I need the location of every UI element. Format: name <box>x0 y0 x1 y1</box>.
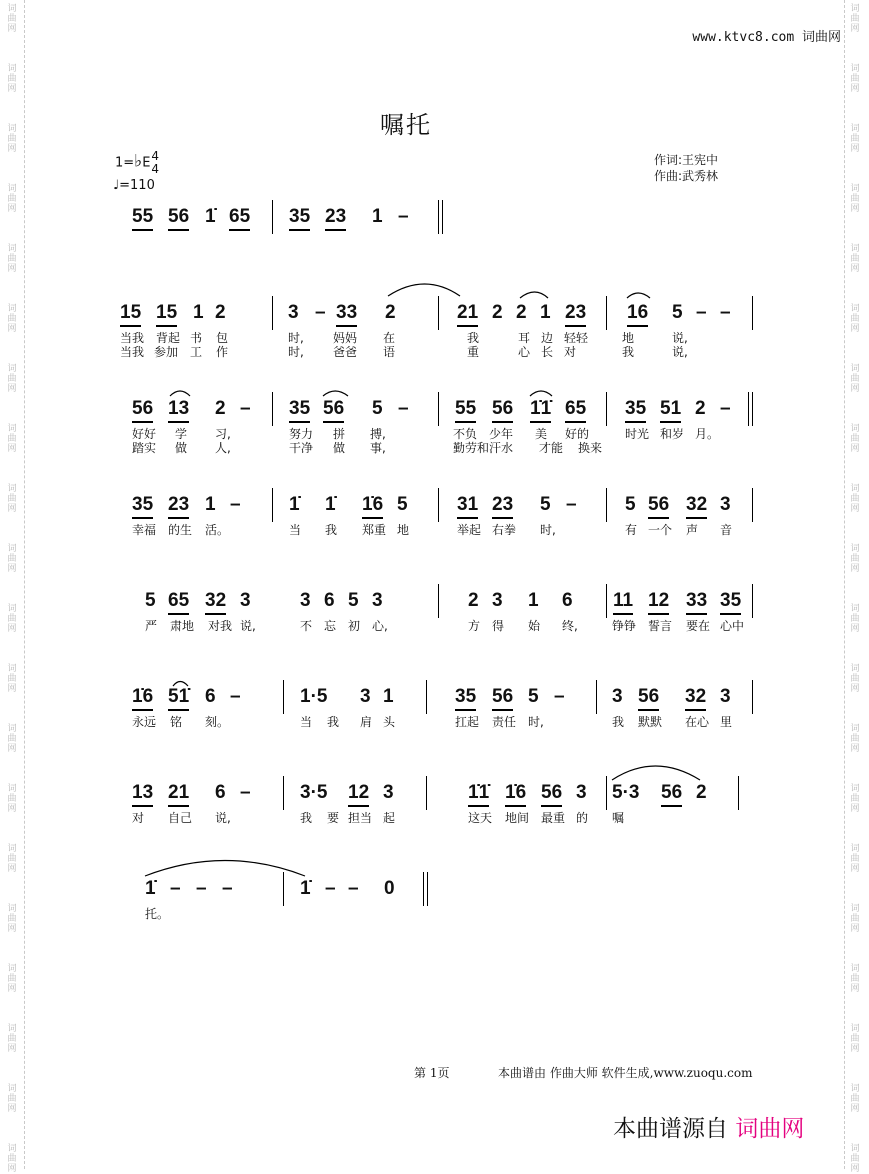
watermark-text: 词 曲 网 <box>7 1144 17 1174</box>
note: 5 <box>672 302 683 323</box>
note: 16 <box>627 302 648 327</box>
note: – <box>696 302 707 323</box>
note: 1·5 <box>300 686 328 707</box>
note: 3 <box>288 302 299 323</box>
note: 35 <box>455 686 476 711</box>
slur <box>520 292 548 298</box>
lyric-verse-1: 好好 <box>132 427 157 441</box>
note: 3 <box>372 590 383 611</box>
note: 5 <box>145 590 156 611</box>
note: 32 <box>205 590 226 615</box>
watermark-text: 词 曲 网 <box>7 904 17 934</box>
lyric: 对我 <box>208 619 233 633</box>
note: 5 <box>372 398 383 419</box>
watermark-text: 词 曲 网 <box>850 604 860 634</box>
note: – <box>240 398 251 419</box>
lyric: 我 <box>325 523 338 537</box>
brand-name[interactable]: 词曲网 <box>735 1116 805 1142</box>
tempo-value: =110 <box>119 178 155 193</box>
watermark-text: 词 曲 网 <box>7 184 17 214</box>
lyric-verse-2: 才能 <box>539 441 564 455</box>
lyric: 托。 <box>145 907 170 921</box>
lyric: 刻。 <box>205 715 230 729</box>
lyric-verse-2: 换来 <box>578 441 603 455</box>
lyric: 举起 <box>457 523 482 537</box>
note: 23 <box>565 302 586 327</box>
note: – <box>398 398 409 419</box>
source-brand <box>613 1110 804 1143</box>
watermark-text: 词 曲 网 <box>850 364 860 394</box>
watermark-text: 词 曲 网 <box>7 1084 17 1114</box>
lyric: 地 <box>397 523 410 537</box>
note: 1 <box>193 302 204 323</box>
note: 1̇ <box>325 494 336 515</box>
lyric: 肩 <box>360 715 373 729</box>
note: 5 <box>625 494 636 515</box>
lyric-verse-1: 拼 <box>333 427 346 441</box>
note: 1̇ <box>300 878 311 899</box>
lyric: 要在 <box>686 619 711 633</box>
note: 65 <box>229 206 250 231</box>
note: 6 <box>205 686 216 707</box>
lyric-verse-2: 对 <box>564 345 577 359</box>
note: 1 <box>540 302 551 323</box>
lyric: 对 <box>132 811 145 825</box>
note: 3 <box>720 494 731 515</box>
note: 3·5 <box>300 782 328 803</box>
watermark-text: 词 曲 网 <box>850 784 860 814</box>
note: 1̇6 <box>505 782 526 807</box>
watermark-text: 词 曲 网 <box>850 484 860 514</box>
note: 51 <box>660 398 681 423</box>
lyric: 这天 <box>468 811 493 825</box>
note: 12 <box>348 782 369 807</box>
slur <box>612 766 700 780</box>
note: – <box>566 494 577 515</box>
note: 2 <box>492 302 503 323</box>
lyric-verse-2: 我 <box>622 345 635 359</box>
lyric-verse-2: 作 <box>216 345 229 359</box>
lyric-verse-1: 边 <box>541 331 554 345</box>
note: 2 <box>215 398 226 419</box>
lyric-verse-2: 做 <box>175 441 188 455</box>
watermark-text: 词 曲 网 <box>7 784 17 814</box>
note: 6 <box>562 590 573 611</box>
lyric-verse-1: 努力 <box>289 427 314 441</box>
lyric: 我 <box>327 715 340 729</box>
note: 56 <box>323 398 344 423</box>
note: 56 <box>638 686 659 711</box>
lyric-verse-2: 爸爸 <box>333 345 358 359</box>
watermark-text: 词 曲 网 <box>850 904 860 934</box>
lyric: 严 <box>145 619 158 633</box>
note: 35 <box>289 206 310 231</box>
note: 33 <box>686 590 707 615</box>
lyric: 幸福 <box>132 523 157 537</box>
note: – <box>196 878 207 899</box>
lyricist: 作词:王宪中 <box>654 153 719 167</box>
watermark-text: 词 曲 网 <box>850 844 860 874</box>
lyric: 时, <box>540 523 556 537</box>
note: – <box>222 878 233 899</box>
note: 3 <box>300 590 311 611</box>
note: 15 <box>156 302 177 327</box>
note: 21 <box>457 302 478 327</box>
lyric: 要 <box>327 811 340 825</box>
slur <box>145 861 305 877</box>
lyric: 铮铮 <box>612 619 637 633</box>
note: 56 <box>661 782 682 807</box>
watermark-text: 词 曲 网 <box>850 4 860 34</box>
lyric-verse-1: 好的 <box>565 427 590 441</box>
note: 65 <box>168 590 189 615</box>
lyric-verse-1: 不负 <box>453 427 478 441</box>
note: 56 <box>492 686 513 711</box>
watermark-text: 词 曲 网 <box>850 724 860 754</box>
note: 0 <box>384 878 395 899</box>
lyric: 铭 <box>170 715 183 729</box>
note: 2 <box>468 590 479 611</box>
lyric-verse-2: 参加 <box>154 345 179 359</box>
note: 2 <box>696 782 707 803</box>
note: 3 <box>576 782 587 803</box>
note: 1 <box>205 494 216 515</box>
note: – <box>170 878 181 899</box>
note: 5·3 <box>612 782 640 803</box>
lyric-verse-1: 我 <box>467 331 480 345</box>
note: 5 <box>528 686 539 707</box>
lyric: 当 <box>289 523 302 537</box>
note: 3 <box>360 686 371 707</box>
lyric: 起 <box>383 811 396 825</box>
lyric-verse-1: 书 <box>190 331 203 345</box>
lyric: 方 <box>468 619 481 633</box>
note: 23 <box>492 494 513 519</box>
lyric: 肃地 <box>170 619 195 633</box>
note: 11 <box>613 590 633 615</box>
watermark-text: 词 曲 网 <box>850 184 860 214</box>
note: 3 <box>492 590 503 611</box>
note: 56 <box>132 398 153 423</box>
note: 5 <box>540 494 551 515</box>
note: 12 <box>648 590 669 615</box>
site-header: www.ktvc8.com 词曲网 <box>692 30 841 45</box>
lyric-verse-1: 妈妈 <box>333 331 358 345</box>
note: 2 <box>516 302 527 323</box>
slur <box>323 391 348 396</box>
note: – <box>720 302 731 323</box>
note: 32 <box>686 494 707 519</box>
lyric-verse-1: 学 <box>175 427 188 441</box>
lyric: 活。 <box>205 523 230 537</box>
note: 56 <box>168 206 189 231</box>
slur <box>627 293 650 298</box>
lyric: 说, <box>215 811 231 825</box>
lyric-verse-1: 当我 <box>120 331 145 345</box>
lyric: 一个 <box>648 523 673 537</box>
watermark-text: 词 曲 网 <box>7 964 17 994</box>
lyric-verse-1: 月。 <box>695 427 720 441</box>
note: – <box>348 878 359 899</box>
lyric-verse-2: 人, <box>215 441 231 455</box>
quarter-note-icon: ♩ <box>113 178 120 193</box>
key-note: E <box>142 155 151 171</box>
lyric-verse-2: 做 <box>333 441 346 455</box>
time-top: 4 <box>151 149 160 163</box>
note: 35 <box>625 398 646 423</box>
watermark-text: 词 曲 网 <box>850 964 860 994</box>
watermark-text: 词 曲 网 <box>850 124 860 154</box>
lyric: 誓言 <box>648 619 673 633</box>
lyric: 责任 <box>492 715 517 729</box>
watermark-text: 词 曲 网 <box>850 664 860 694</box>
lyric: 心中 <box>720 619 745 633</box>
lyric-verse-1: 习, <box>215 427 231 441</box>
lyric: 当 <box>300 715 313 729</box>
lyric-verse-2: 勤劳和汗水 <box>453 441 514 455</box>
lyric-verse-2: 时, <box>288 345 304 359</box>
lyric: 默默 <box>638 715 663 729</box>
lyric-verse-1: 时, <box>288 331 304 345</box>
watermark-text: 词 曲 网 <box>7 244 17 274</box>
lyric-verse-2: 说, <box>672 345 688 359</box>
note: – <box>720 398 731 419</box>
watermark-text: 词 曲 网 <box>850 424 860 454</box>
lyric: 自己 <box>168 811 193 825</box>
note: 1 <box>528 590 539 611</box>
watermark-text: 词 曲 网 <box>7 664 17 694</box>
watermark-text: 词 曲 网 <box>7 724 17 754</box>
note: – <box>554 686 565 707</box>
lyric: 音 <box>720 523 733 537</box>
lyric-verse-2: 工 <box>190 345 203 359</box>
note: 13 <box>168 398 189 423</box>
flat-icon: ♭ <box>134 151 143 172</box>
note: 13 <box>132 782 153 807</box>
watermark-text: 词 曲 网 <box>850 304 860 334</box>
lyric: 我 <box>612 715 625 729</box>
lyric: 嘱 <box>612 811 625 825</box>
note: 1̇ <box>145 878 156 899</box>
note: 6 <box>215 782 226 803</box>
note: 1̇1̇ <box>530 398 551 423</box>
watermark-text: 词 曲 网 <box>850 1144 860 1174</box>
lyric: 我 <box>300 811 313 825</box>
note: 32 <box>685 686 706 711</box>
note: 1̇ <box>289 494 300 515</box>
note: 1 <box>383 686 394 707</box>
lyric: 担当 <box>348 811 373 825</box>
lyric: 忘 <box>324 619 337 633</box>
note: – <box>230 494 241 515</box>
note: 23 <box>168 494 189 519</box>
lyric: 地间 <box>505 811 530 825</box>
composer: 作曲:武秀林 <box>654 169 719 183</box>
note: 1̇ <box>205 206 216 227</box>
note: – <box>240 782 251 803</box>
note: 56 <box>492 398 513 423</box>
note: 3 <box>240 590 251 611</box>
note: 3 <box>720 686 731 707</box>
watermark-text: 词 曲 网 <box>7 124 17 154</box>
note: – <box>325 878 336 899</box>
lyric-verse-1: 美 <box>535 427 548 441</box>
lyric: 说, <box>240 619 256 633</box>
lyric: 的 <box>576 811 589 825</box>
lyric-verse-2: 语 <box>383 345 396 359</box>
note: 2 <box>215 302 226 323</box>
key-label: 1= <box>115 155 135 171</box>
note: 1̇1̇ <box>468 782 489 807</box>
lyric-verse-2: 踏实 <box>132 441 157 455</box>
lyric: 扛起 <box>455 715 480 729</box>
lyric: 头 <box>383 715 396 729</box>
lyric: 的生 <box>168 523 193 537</box>
watermark-text: 词 曲 网 <box>7 844 17 874</box>
note: 35 <box>132 494 153 519</box>
watermark-text: 词 曲 网 <box>7 64 17 94</box>
note: 3 <box>612 686 623 707</box>
lyric: 初 <box>348 619 361 633</box>
note: 35 <box>289 398 310 423</box>
lyric: 最重 <box>541 811 566 825</box>
time-bottom: 4 <box>151 162 160 176</box>
lyric: 心, <box>372 619 388 633</box>
lyric: 时, <box>528 715 544 729</box>
lyric-verse-1: 包 <box>216 331 229 345</box>
watermark-text: 词 曲 网 <box>7 4 17 34</box>
note: 31 <box>457 494 478 519</box>
note: 6 <box>324 590 335 611</box>
lyric-verse-1: 耳 <box>518 331 531 345</box>
watermark-text: 词 曲 网 <box>850 244 860 274</box>
note: – <box>398 206 409 227</box>
note: 21 <box>168 782 189 807</box>
lyric: 郑重 <box>362 523 387 537</box>
watermark-text: 词 曲 网 <box>7 424 17 454</box>
lyric-verse-2: 干净 <box>289 441 314 455</box>
lyric: 不 <box>300 619 313 633</box>
lyric-verse-1: 少年 <box>489 427 514 441</box>
page-number: 第 1页 <box>414 1066 450 1080</box>
note: 1̇6 <box>362 494 383 519</box>
note: 33 <box>336 302 357 327</box>
watermark-text: 词 曲 网 <box>7 604 17 634</box>
lyric-verse-1: 搏, <box>370 427 386 441</box>
note: 23 <box>325 206 346 231</box>
note: – <box>230 686 241 707</box>
lyric-verse-2: 事, <box>370 441 386 455</box>
lyric-verse-1: 轻轻 <box>564 331 589 345</box>
slur <box>173 682 188 687</box>
lyric: 有 <box>625 523 638 537</box>
note: 56 <box>541 782 562 807</box>
lyric-verse-2: 重 <box>467 345 480 359</box>
song-title: 嘱托 <box>380 111 432 139</box>
watermark-text: 词 曲 网 <box>850 544 860 574</box>
generator-note: 本曲谱由 作曲大师 软件生成,www.zuoqu.com <box>498 1066 753 1080</box>
lyric-verse-1: 地 <box>622 331 635 345</box>
lyric-verse-1: 背起 <box>156 331 181 345</box>
lyric: 里 <box>720 715 733 729</box>
lyric: 声 <box>686 523 699 537</box>
watermark-text: 词 曲 网 <box>850 64 860 94</box>
watermark-text: 词 曲 网 <box>850 1084 860 1114</box>
brand-prefix: 本曲谱源自 <box>613 1116 728 1142</box>
note: 1 <box>372 206 383 227</box>
lyric: 在心 <box>685 715 710 729</box>
note: 56 <box>648 494 669 519</box>
note: 5 <box>348 590 359 611</box>
watermark-text: 词 曲 网 <box>7 304 17 334</box>
lyric: 始 <box>528 619 541 633</box>
lyric-verse-1: 说, <box>672 331 688 345</box>
watermark-text: 词 曲 网 <box>7 484 17 514</box>
note: 2 <box>385 302 396 323</box>
note: 2 <box>695 398 706 419</box>
note: 51̇ <box>168 686 189 711</box>
lyric-verse-1: 时光 <box>625 427 650 441</box>
slur <box>530 391 552 396</box>
note: 35 <box>720 590 741 615</box>
watermark-text: 词 曲 网 <box>850 1024 860 1054</box>
note: 65 <box>565 398 586 423</box>
note: 55 <box>132 206 153 231</box>
lyric-verse-1: 在 <box>383 331 396 345</box>
lyric: 得 <box>492 619 505 633</box>
note: 5 <box>397 494 408 515</box>
slur <box>388 284 460 296</box>
lyric-verse-2: 心 <box>518 345 531 359</box>
watermark-text: 词 曲 网 <box>7 364 17 394</box>
note: 55 <box>455 398 476 423</box>
note: 3 <box>383 782 394 803</box>
note: 1̇6 <box>132 686 153 711</box>
lyric: 右拳 <box>492 523 517 537</box>
watermark-text: 词 曲 网 <box>7 1024 17 1054</box>
lyric: 永远 <box>132 715 157 729</box>
lyric-verse-1: 和岁 <box>660 427 685 441</box>
watermark-text: 词 曲 网 <box>7 544 17 574</box>
slur <box>170 391 190 396</box>
note: – <box>315 302 326 323</box>
note: 15 <box>120 302 141 327</box>
lyric: 终, <box>562 619 578 633</box>
lyric-verse-2: 长 <box>541 345 554 359</box>
lyric-verse-2: 当我 <box>120 345 145 359</box>
